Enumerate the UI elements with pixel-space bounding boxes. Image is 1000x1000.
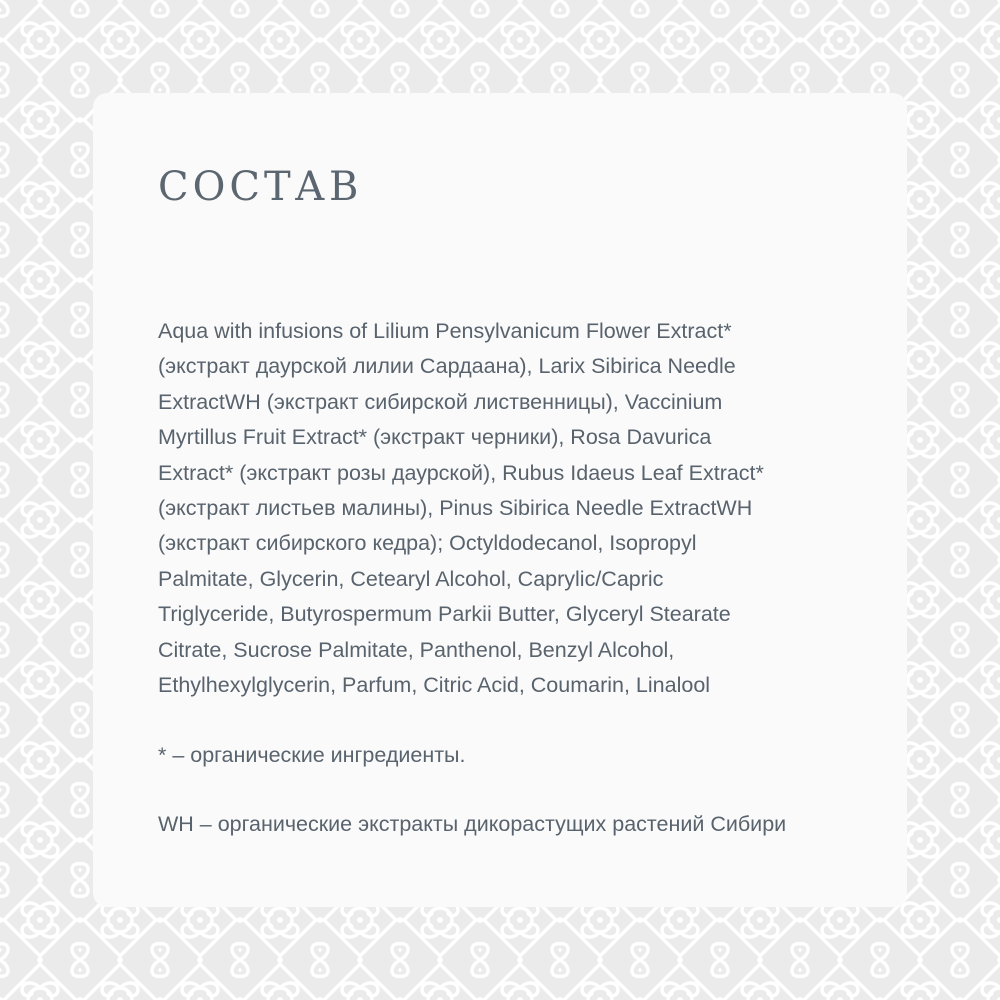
ingredients-line: ExtractWH (экстракт сибирской лиственницы), Vaccinium (158, 389, 723, 414)
ingredients-line: Myrtillus Fruit Extract* (экстракт черники), Rosa Davurica (158, 425, 712, 450)
composition-title: СОСТАВ (158, 164, 363, 210)
ingredients-line: Ethylhexylglycerin, Parfum, Citric Acid, Coumarin, Linalool (158, 673, 711, 698)
ingredients-line: (экстракт сибирского кедра); Octyldodecanol, Isopropyl (158, 531, 697, 556)
ingredients-line: Extract* (экстракт розы даурской), Rubus Idaeus Leaf Extract* (158, 460, 764, 485)
ingredients-list (158, 314, 858, 703)
ingredients-line: (экстракт даурской лилии Сардаана), Larix Sibirica Needle (158, 354, 736, 379)
ingredients-line: Triglyceride, Butyrospermum Parkii Butter, Glyceryl Stearate (158, 602, 731, 627)
organic-footnote: * – органические ингредиенты. (158, 743, 466, 767)
ingredients-line: (экстракт листьев малины), Pinus Sibirica Needle ExtractWH (158, 496, 753, 521)
wild-harvest-footnote: WH – органические экстракты дикорастущих растений Сибири (158, 812, 787, 836)
ingredients-line: Citrate, Sucrose Palmitate, Panthenol, Benzyl Alcohol, (158, 637, 675, 662)
ingredients-line: Aqua with infusions of Lilium Pensylvanicum Flower Extract* (158, 319, 732, 343)
composition-card (93, 93, 907, 907)
ingredients-line: Palmitate, Glycerin, Cetearyl Alcohol, Caprylic/Capric (158, 566, 664, 591)
